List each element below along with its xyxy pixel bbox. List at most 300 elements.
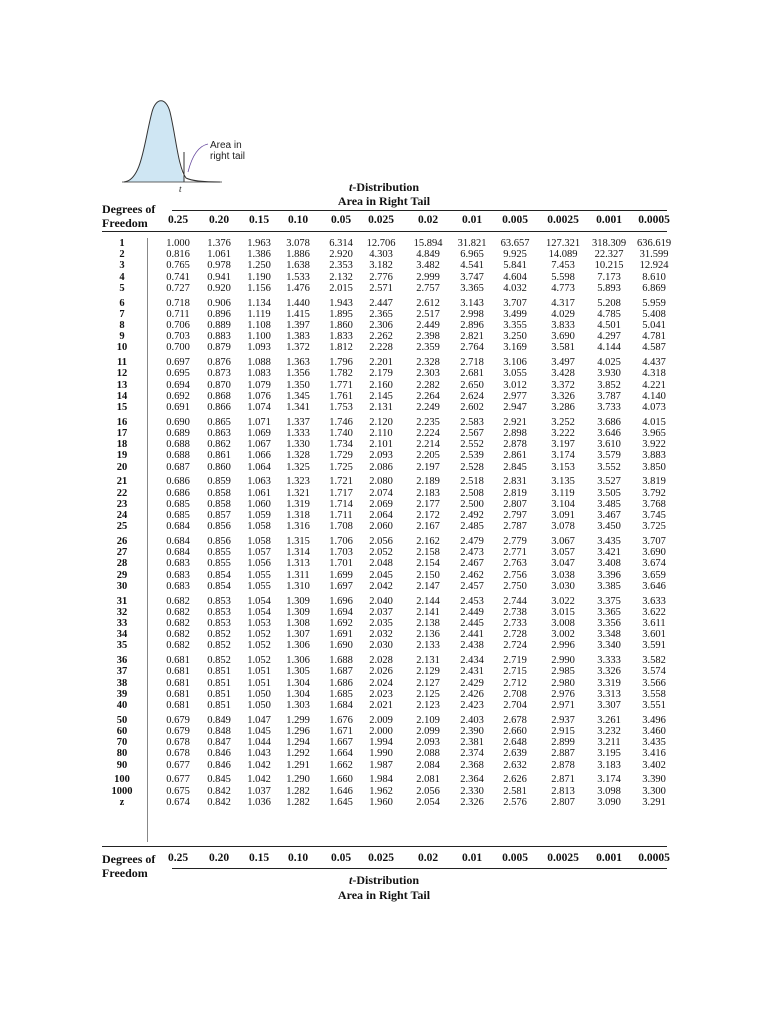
critical-value-cell: 2.921 <box>503 416 527 428</box>
critical-value-cell: 0.852 <box>207 655 231 667</box>
header-bottom-col-1: 0.20 <box>208 852 230 864</box>
critical-value-cell: 3.833 <box>551 320 575 331</box>
critical-value-cell: 0.678 <box>166 748 190 760</box>
dof-label-bottom-2: Freedom <box>102 866 148 880</box>
area-label-1: Area in <box>210 140 242 151</box>
critical-value-cell: 0.681 <box>166 677 190 689</box>
dof-cell: 12 <box>116 368 128 380</box>
critical-value-cell: 2.028 <box>369 655 393 667</box>
critical-value-cell: 1.895 <box>329 308 353 320</box>
critical-value-cell: 3.333 <box>597 655 621 667</box>
critical-value-cell: 1.860 <box>329 320 353 331</box>
critical-value-cell: 2.074 <box>369 487 393 499</box>
critical-value-cell: 0.682 <box>166 629 190 641</box>
critical-value-cell: 1.345 <box>286 390 310 402</box>
critical-value-cell: 3.174 <box>551 450 575 462</box>
critical-value-cell: 2.571 <box>369 282 393 294</box>
critical-value-cell: 0.683 <box>166 558 190 570</box>
critical-value-cell: 2.040 <box>369 595 393 607</box>
critical-value-cell: 3.169 <box>503 342 527 354</box>
critical-value-cell: 1.310 <box>286 580 310 592</box>
table-subtitle-bottom: Area in Right Tail <box>337 888 431 902</box>
critical-value-cell: 2.147 <box>416 580 440 592</box>
critical-value-cell: 1.746 <box>329 416 353 428</box>
critical-value-cell: 2.757 <box>416 282 440 294</box>
critical-value-cell: 0.868 <box>207 390 231 402</box>
critical-value-cell: 2.718 <box>460 357 484 369</box>
critical-value-cell: 2.744 <box>503 595 527 607</box>
critical-value-cell: 2.708 <box>503 688 527 700</box>
critical-value-cell: 1.397 <box>286 320 310 331</box>
subtitle-rule <box>172 210 667 211</box>
header-top-col-11: 0.0005 <box>638 214 670 226</box>
critical-value-cell: 0.851 <box>207 688 231 700</box>
critical-value-cell: 1.699 <box>329 569 353 581</box>
critical-value-cell: 2.715 <box>503 666 527 678</box>
critical-value-cell: 1.701 <box>329 558 353 570</box>
critical-value-cell: 1.309 <box>286 595 310 607</box>
critical-value-cell: 3.883 <box>642 450 666 462</box>
critical-value-cell: 1.376 <box>207 238 231 249</box>
critical-value-cell: 0.855 <box>207 558 231 570</box>
critical-value-cell: 0.681 <box>166 655 190 667</box>
critical-value-cell: 2.264 <box>416 390 440 402</box>
critical-value-cell: 3.135 <box>551 476 575 488</box>
critical-value-cell: 1.309 <box>286 606 310 618</box>
critical-value-cell: 2.035 <box>369 618 393 629</box>
critical-value-cell: 1.721 <box>329 476 353 488</box>
critical-value-cell: 3.022 <box>551 595 575 607</box>
dof-cell: 32 <box>116 606 128 618</box>
critical-value-cell: 2.508 <box>460 487 484 499</box>
critical-value-cell: 0.851 <box>207 700 231 711</box>
critical-value-cell: 3.396 <box>597 569 621 581</box>
critical-value-cell: 1.330 <box>286 439 310 451</box>
dof-cell: 29 <box>116 569 128 581</box>
critical-value-cell: 1.383 <box>286 331 310 343</box>
critical-value-cell: 2.576 <box>503 796 527 808</box>
critical-value-cell: 0.682 <box>166 640 190 652</box>
area-label-2: right tail <box>210 151 246 162</box>
critical-value-cell: 2.154 <box>416 558 440 570</box>
critical-value-cell: 2.779 <box>503 536 527 547</box>
critical-value-cell: 2.125 <box>416 688 440 700</box>
critical-value-cell: 2.093 <box>369 450 393 462</box>
critical-value-cell: 0.846 <box>207 759 231 771</box>
dof-cell: 90 <box>116 759 128 771</box>
critical-value-cell: 0.860 <box>207 461 231 473</box>
critical-value-cell: 1.703 <box>329 547 353 559</box>
critical-value-cell: 2.037 <box>369 606 393 618</box>
critical-value-cell: 3.047 <box>551 558 575 570</box>
critical-value-cell: 2.359 <box>416 342 440 354</box>
critical-value-cell: 2.120 <box>369 416 393 428</box>
critical-value-cell: 1.060 <box>247 498 271 510</box>
critical-value-cell: 0.856 <box>207 536 231 547</box>
critical-value-cell: 3.365 <box>460 282 484 294</box>
critical-value-cell: 2.750 <box>503 580 527 592</box>
critical-value-cell: 2.084 <box>416 759 440 771</box>
header-top-col-8: 0.005 <box>502 214 528 226</box>
critical-value-cell: 1.386 <box>247 249 271 261</box>
critical-value-cell: 2.807 <box>503 498 527 510</box>
critical-value-cell: 3.057 <box>551 547 575 559</box>
critical-value-cell: 2.479 <box>460 536 484 547</box>
dof-cell: 39 <box>116 688 128 700</box>
critical-value-cell: 1.667 <box>329 737 353 749</box>
critical-value-cell: 3.591 <box>642 640 666 652</box>
header-top-col-3: 0.10 <box>287 214 309 226</box>
critical-value-cell: 1.685 <box>329 688 353 700</box>
critical-value-cell: 1.311 <box>286 569 310 581</box>
critical-value-cell: 2.138 <box>416 618 440 629</box>
critical-value-cell: 3.143 <box>460 297 484 309</box>
critical-value-cell: 2.500 <box>460 498 484 510</box>
critical-value-cell: 3.611 <box>642 618 666 629</box>
critical-value-cell: 3.690 <box>642 547 666 559</box>
critical-value-cell: 1.990 <box>369 748 393 760</box>
critical-value-cell: 0.682 <box>166 606 190 618</box>
dof-cell: 28 <box>116 558 128 570</box>
critical-value-cell: 2.136 <box>416 629 440 641</box>
critical-value-cell: 1.984 <box>369 774 393 786</box>
critical-value-cell: 1.076 <box>247 390 271 402</box>
column-header-bottom <box>0 852 768 868</box>
critical-value-cell: 1.047 <box>247 714 271 726</box>
critical-value-cell: 1.645 <box>329 796 353 808</box>
critical-value-cell: 1.306 <box>286 640 310 652</box>
critical-value-cell: 5.598 <box>551 271 575 283</box>
critical-value-cell: 1.686 <box>329 677 353 689</box>
table-subtitle: Area in Right Tail <box>337 194 431 208</box>
critical-value-cell: 2.052 <box>369 547 393 559</box>
critical-value-cell: 0.978 <box>207 260 231 272</box>
table-title-bottom <box>0 873 768 888</box>
critical-value-cell: 0.870 <box>207 379 231 391</box>
critical-value-cell: 2.434 <box>460 655 484 667</box>
critical-value-cell: 1.753 <box>329 402 353 413</box>
critical-value-cell: 4.437 <box>642 357 666 369</box>
critical-value-cell: 7.173 <box>597 271 621 283</box>
critical-value-cell: 2.998 <box>460 308 484 320</box>
critical-value-cell: 3.119 <box>551 487 575 499</box>
critical-value-cell: 1.687 <box>329 666 353 678</box>
critical-value-cell: 0.879 <box>207 342 231 354</box>
critical-value-cell: 2.733 <box>503 618 527 629</box>
critical-value-cell: 0.842 <box>207 796 231 808</box>
critical-value-cell: 0.695 <box>166 368 190 380</box>
critical-value-cell: 2.109 <box>416 714 440 726</box>
critical-value-cell: 1.662 <box>329 759 353 771</box>
header-bottom-col-2: 0.15 <box>248 852 270 864</box>
critical-value-cell: 1.052 <box>247 655 271 667</box>
critical-value-cell: 2.056 <box>369 536 393 547</box>
critical-value-cell: 1.071 <box>247 416 271 428</box>
critical-value-cell: 1.638 <box>286 260 310 272</box>
critical-value-cell: 3.574 <box>642 666 666 678</box>
critical-value-cell: 8.610 <box>642 271 666 283</box>
dof-cell: 1000 <box>111 785 133 797</box>
dof-label-bottom-1: Degrees of <box>102 852 156 866</box>
critical-value-cell: 1.088 <box>247 357 271 369</box>
dof-cell: 7 <box>119 308 125 320</box>
critical-value-cell: 1.108 <box>247 320 271 331</box>
dof-cell: 1 <box>119 238 125 249</box>
critical-value-cell: 2.015 <box>329 282 353 294</box>
critical-value-cell: 1.717 <box>329 487 353 499</box>
critical-value-cell: 0.858 <box>207 487 231 499</box>
table-title <box>0 180 768 195</box>
dof-cell: 14 <box>116 390 128 402</box>
critical-value-cell: 2.162 <box>416 536 440 547</box>
critical-value-cell: 1.050 <box>247 700 271 711</box>
critical-value-cell: 2.583 <box>460 416 484 428</box>
critical-value-cell: 3.250 <box>503 331 527 343</box>
critical-value-cell: 63.657 <box>500 238 530 249</box>
critical-value-cell: 3.195 <box>597 748 621 760</box>
critical-value-cell: 2.937 <box>551 714 575 726</box>
header-top-col-4: 0.05 <box>330 214 352 226</box>
critical-value-cell: 2.528 <box>460 461 484 473</box>
critical-value-cell: 2.056 <box>416 785 440 797</box>
critical-value-cell: 1.037 <box>247 785 271 797</box>
critical-value-cell: 0.865 <box>207 416 231 428</box>
critical-value-cell: 2.303 <box>416 368 440 380</box>
critical-value-cell: 2.141 <box>416 606 440 618</box>
critical-value-cell: 2.110 <box>369 428 393 439</box>
critical-value-cell: 1.057 <box>247 547 271 559</box>
critical-value-cell: 2.517 <box>416 308 440 320</box>
critical-value-cell: 3.792 <box>642 487 666 499</box>
critical-value-cell: 7.453 <box>551 260 575 272</box>
dof-cell: 40 <box>116 700 128 711</box>
critical-value-cell: 1.079 <box>247 379 271 391</box>
critical-value-cell: 3.745 <box>642 510 666 521</box>
critical-value-cell: 0.686 <box>166 476 190 488</box>
critical-value-cell: 1.708 <box>329 521 353 533</box>
critical-value-cell: 6.965 <box>460 249 484 261</box>
critical-value-cell: 0.896 <box>207 308 231 320</box>
critical-value-cell: 0.851 <box>207 677 231 689</box>
critical-value-cell: 0.684 <box>166 536 190 547</box>
critical-value-cell: 3.646 <box>597 428 621 439</box>
critical-value-cell: 1.684 <box>329 700 353 711</box>
header-top-col-9: 0.0025 <box>547 214 579 226</box>
critical-value-cell: 1.051 <box>247 677 271 689</box>
critical-value-cell: 3.012 <box>503 379 527 391</box>
header-bottom-col-6: 0.02 <box>417 852 439 864</box>
critical-value-cell: 2.131 <box>369 402 393 413</box>
critical-value-cell: 2.787 <box>503 521 527 533</box>
critical-value-cell: 3.091 <box>551 510 575 521</box>
critical-value-cell: 0.863 <box>207 428 231 439</box>
critical-value-cell: 2.447 <box>369 297 393 309</box>
critical-value-cell: 0.678 <box>166 737 190 749</box>
critical-value-cell: 1.036 <box>247 796 271 808</box>
critical-value-cell: 4.025 <box>597 357 621 369</box>
critical-value-cell: 0.674 <box>166 796 190 808</box>
critical-value-cell: 2.189 <box>416 476 440 488</box>
dof-cell: 10 <box>116 342 128 354</box>
critical-value-cell: 1.440 <box>286 297 310 309</box>
critical-value-cell: 3.055 <box>503 368 527 380</box>
critical-value-cell: 1.725 <box>329 461 353 473</box>
critical-value-cell: 3.252 <box>551 416 575 428</box>
critical-value-cell: 1.316 <box>286 521 310 533</box>
critical-value-cell: 2.539 <box>460 450 484 462</box>
critical-value-cell: 2.081 <box>416 774 440 786</box>
critical-value-cell: 0.876 <box>207 357 231 369</box>
critical-value-cell: 2.807 <box>551 796 575 808</box>
critical-value-cell: 1.061 <box>247 487 271 499</box>
critical-value-cell: 0.697 <box>166 357 190 369</box>
critical-value-cell: 2.485 <box>460 521 484 533</box>
critical-value-cell: 2.624 <box>460 390 484 402</box>
critical-value-cell: 3.558 <box>642 688 666 700</box>
critical-value-cell: 1.051 <box>247 666 271 678</box>
critical-value-cell: 3.505 <box>597 487 621 499</box>
critical-value-cell: 3.610 <box>597 439 621 451</box>
critical-value-cell: 1.415 <box>286 308 310 320</box>
critical-value-cell: 3.707 <box>642 536 666 547</box>
critical-value-cell: 0.679 <box>166 714 190 726</box>
critical-value-cell: 2.648 <box>503 737 527 749</box>
critical-value-cell: 2.197 <box>416 461 440 473</box>
critical-value-cell: 2.581 <box>503 785 527 797</box>
critical-value-cell: 2.086 <box>369 461 393 473</box>
critical-value-cell: 2.990 <box>551 655 575 667</box>
critical-value-cell: 3.385 <box>597 580 621 592</box>
dof-cell: 4 <box>119 271 125 283</box>
critical-value-cell: 1.690 <box>329 640 353 652</box>
critical-value-cell: 1.307 <box>286 629 310 641</box>
critical-value-cell: 0.679 <box>166 726 190 737</box>
critical-value-cell: 3.104 <box>551 498 575 510</box>
critical-value-cell: 1.314 <box>286 547 310 559</box>
critical-value-cell: 3.222 <box>551 428 575 439</box>
critical-value-cell: 3.686 <box>597 416 621 428</box>
critical-value-cell: 2.567 <box>460 428 484 439</box>
area-arrow <box>188 144 208 172</box>
critical-value-cell: 1.994 <box>369 737 393 749</box>
critical-value-cell: 2.088 <box>416 748 440 760</box>
critical-value-cell: 12.924 <box>639 260 669 272</box>
critical-value-cell: 3.965 <box>642 428 666 439</box>
critical-value-cell: 2.457 <box>460 580 484 592</box>
dof-cell: 17 <box>116 428 128 439</box>
header-bottom-col-8: 0.005 <box>502 852 528 864</box>
critical-value-cell: 2.398 <box>416 331 440 343</box>
critical-value-cell: 2.048 <box>369 558 393 570</box>
dof-cell: 37 <box>116 666 128 678</box>
dof-cell: 11 <box>117 357 127 369</box>
critical-value-cell: 1.692 <box>329 618 353 629</box>
critical-value-cell: 1.306 <box>286 655 310 667</box>
dof-cell: 25 <box>116 521 128 533</box>
critical-value-cell: 1.282 <box>286 785 310 797</box>
critical-value-cell: 0.846 <box>207 748 231 760</box>
critical-value-cell: 2.328 <box>416 357 440 369</box>
critical-value-cell: 2.235 <box>416 416 440 428</box>
critical-value-cell: 2.650 <box>460 379 484 391</box>
critical-value-cell: 5.208 <box>597 297 621 309</box>
critical-value-cell: 2.639 <box>503 748 527 760</box>
critical-value-cell: 0.689 <box>166 428 190 439</box>
critical-value-cell: 4.221 <box>642 379 666 391</box>
header-bottom-col-5: 0.025 <box>368 852 394 864</box>
critical-value-cell: 0.847 <box>207 737 231 749</box>
critical-value-cell: 2.492 <box>460 510 484 521</box>
critical-value-cell: 3.787 <box>597 390 621 402</box>
critical-value-cell: 2.429 <box>460 677 484 689</box>
critical-value-cell: 2.249 <box>416 402 440 413</box>
critical-value-cell: 2.831 <box>503 476 527 488</box>
critical-value-cell: 3.497 <box>551 357 575 369</box>
critical-value-cell: 0.682 <box>166 595 190 607</box>
critical-value-cell: 2.678 <box>503 714 527 726</box>
critical-value-cell: 2.453 <box>460 595 484 607</box>
critical-value-cell: 1.052 <box>247 640 271 652</box>
critical-value-cell: 1.315 <box>286 536 310 547</box>
critical-value-cell: 1.134 <box>247 297 271 309</box>
critical-value-cell: 3.232 <box>597 726 621 737</box>
critical-value-cell: 6.314 <box>329 238 353 249</box>
dof-cell: 34 <box>116 629 128 641</box>
critical-value-cell: 3.098 <box>597 785 621 797</box>
critical-value-cell: 3.499 <box>503 308 527 320</box>
critical-value-cell: 1.064 <box>247 461 271 473</box>
critical-value-cell: 3.375 <box>597 595 621 607</box>
critical-value-cell: 2.980 <box>551 677 575 689</box>
dof-cell: 6 <box>119 297 125 309</box>
dof-cell: 19 <box>116 450 128 462</box>
critical-value-cell: 3.390 <box>642 774 666 786</box>
dof-cell: 22 <box>116 487 128 499</box>
critical-value-cell: 2.878 <box>551 759 575 771</box>
critical-value-cell: 1.000 <box>166 238 190 249</box>
header-bottom-col-4: 0.05 <box>330 852 352 864</box>
critical-value-cell: 3.326 <box>551 390 575 402</box>
critical-value-cell: 1.042 <box>247 759 271 771</box>
critical-value-cell: 2.282 <box>416 379 440 391</box>
critical-value-cell: 1.074 <box>247 402 271 413</box>
dof-cell: 36 <box>116 655 128 667</box>
critical-value-cell: 2.131 <box>416 655 440 667</box>
dof-label-top-2: Freedom <box>102 216 148 230</box>
critical-value-cell: 3.467 <box>597 510 621 521</box>
critical-value-cell: 22.327 <box>594 249 624 261</box>
critical-value-cell: 1.318 <box>286 510 310 521</box>
critical-value-cell: 2.763 <box>503 558 527 570</box>
critical-value-cell: 1.156 <box>247 282 271 294</box>
critical-value-cell: 3.286 <box>551 402 575 413</box>
critical-value-cell: 3.348 <box>597 629 621 641</box>
critical-value-cell: 3.659 <box>642 569 666 581</box>
critical-value-cell: 4.604 <box>503 271 527 283</box>
critical-value-cell: 0.873 <box>207 368 231 380</box>
critical-value-cell: 1.294 <box>286 737 310 749</box>
dof-cell: 15 <box>116 402 128 413</box>
critical-value-cell: 0.706 <box>166 320 190 331</box>
critical-value-cell: 0.677 <box>166 774 190 786</box>
dof-cell: z <box>119 796 125 808</box>
critical-value-cell: 3.300 <box>642 785 666 797</box>
critical-value-cell: 2.069 <box>369 498 393 510</box>
header-top-col-6: 0.02 <box>417 214 439 226</box>
critical-value-cell: 3.090 <box>597 796 621 808</box>
critical-value-cell: 0.692 <box>166 390 190 402</box>
critical-value-cell: 0.677 <box>166 759 190 771</box>
